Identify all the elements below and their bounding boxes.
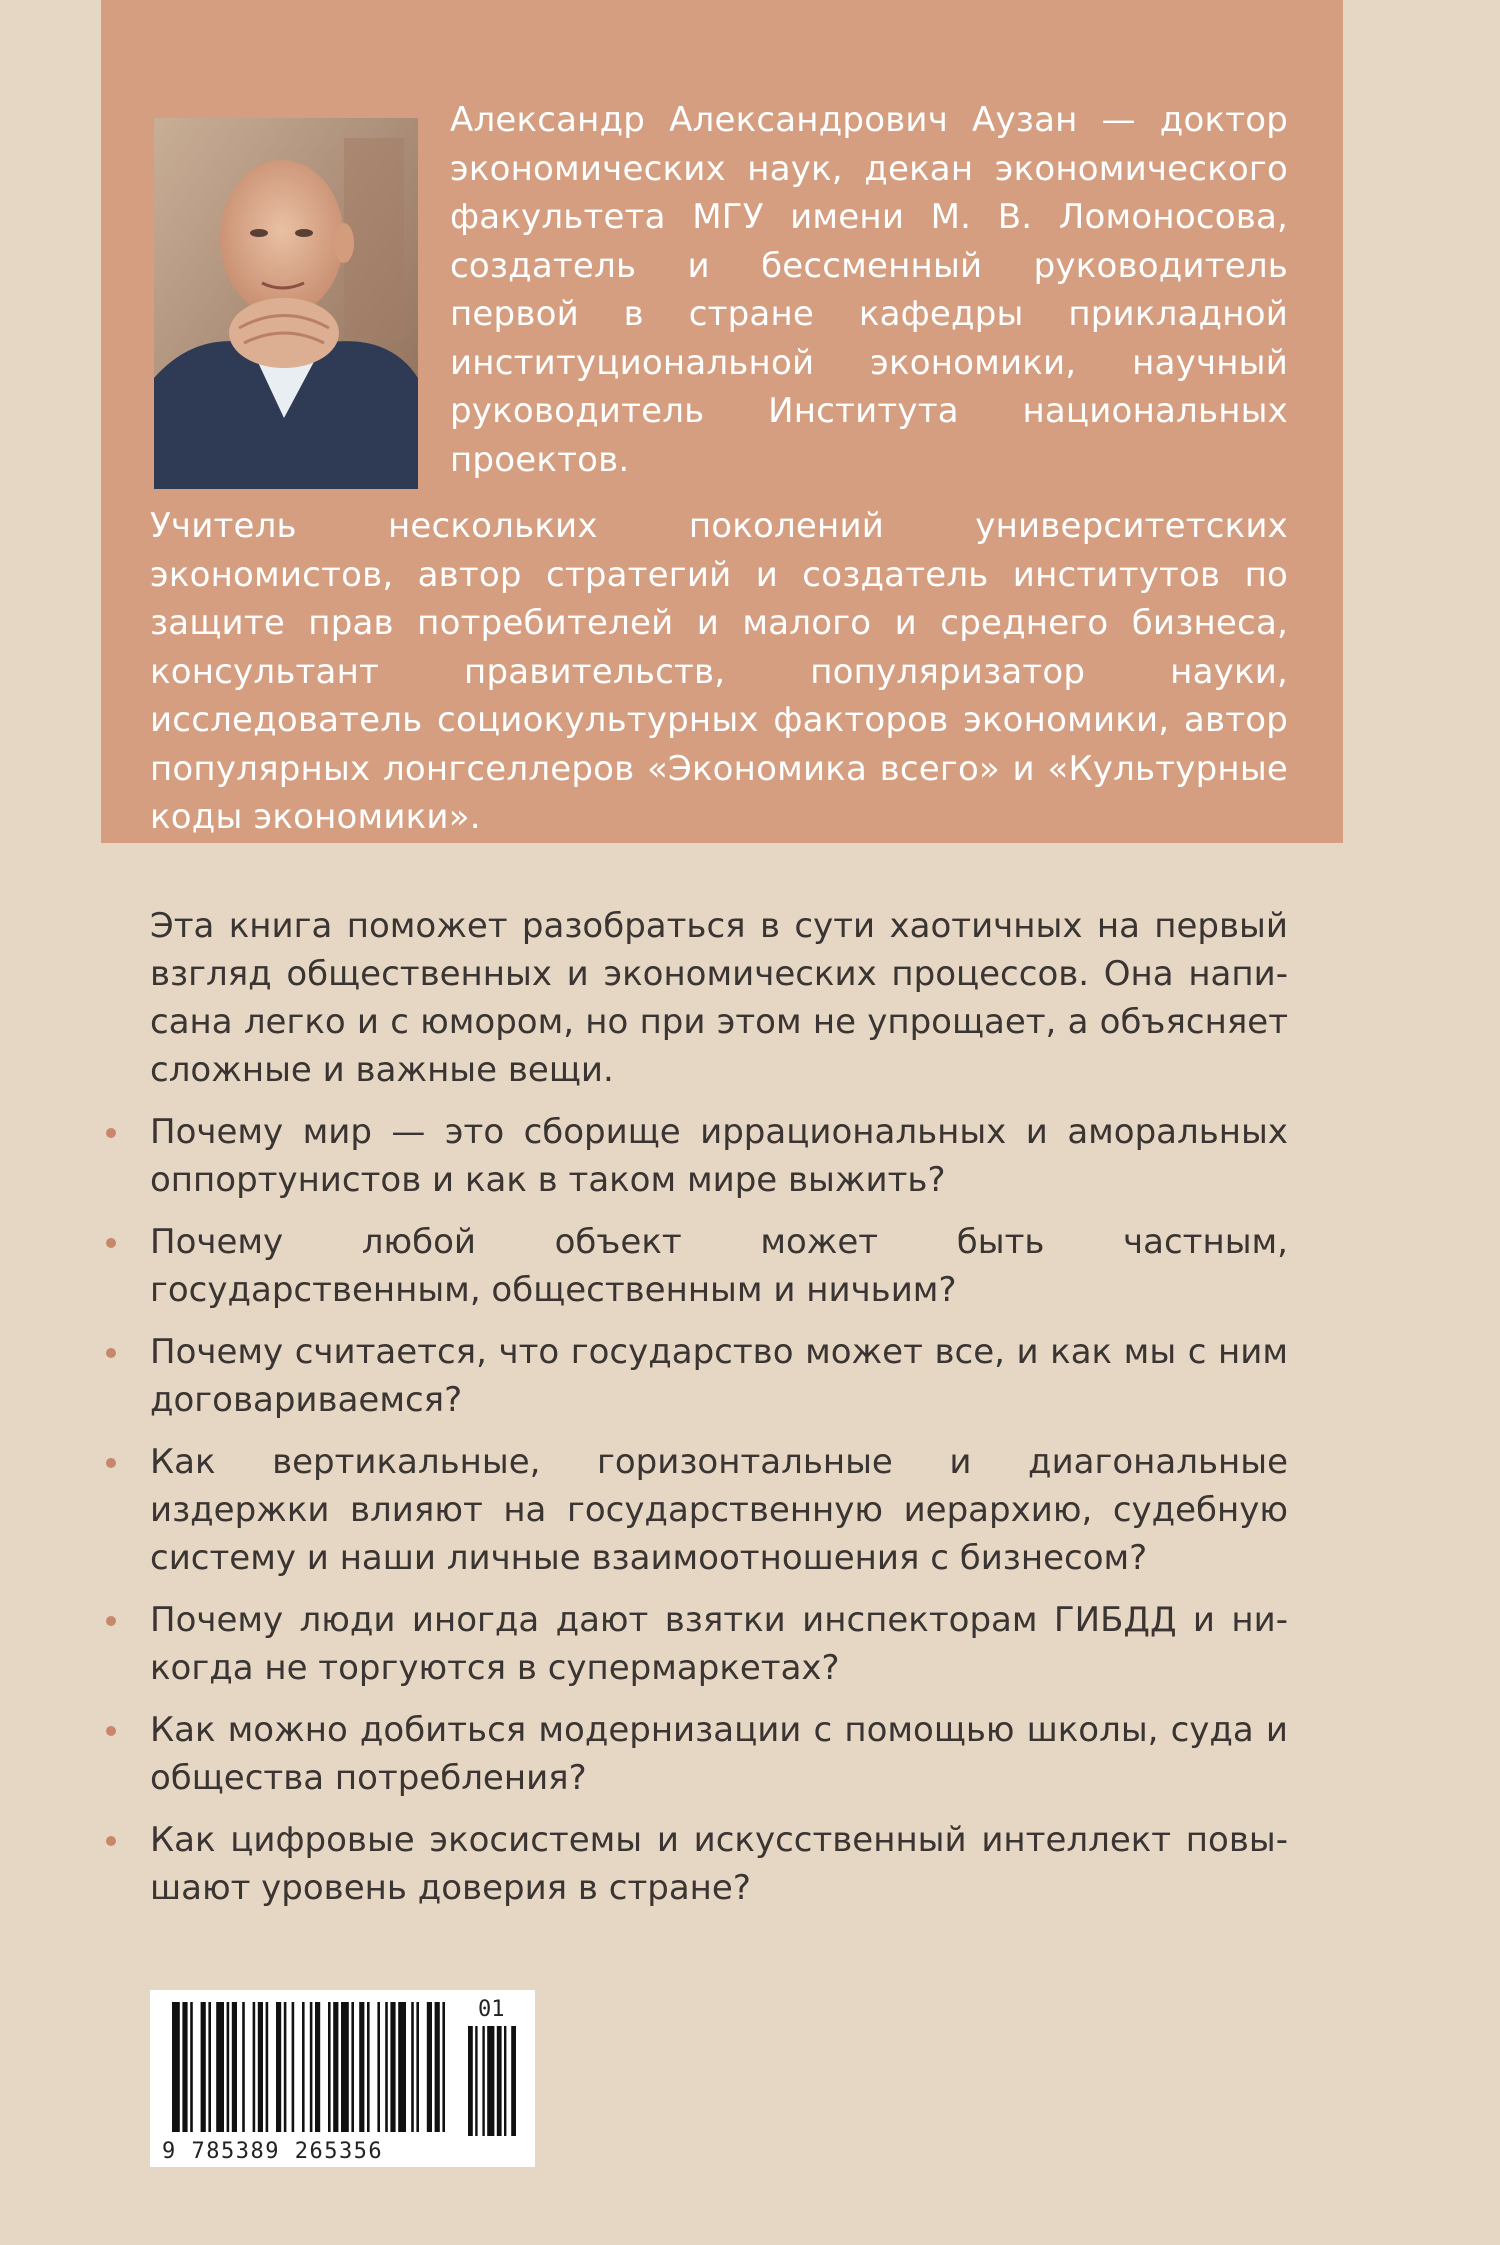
barcode-bar [216,2002,224,2132]
list-item [150,1108,1288,1204]
barcode-bar [427,2002,432,2132]
barcode-bar [435,2002,440,2132]
barcode-bar [201,2002,206,2132]
barcode-addon: 01 [478,1997,505,2022]
list-item [150,1438,1288,1582]
bullet-icon [106,1458,116,1468]
barcode-bar [411,2002,414,2132]
barcode-bar [398,2002,406,2132]
barcode-bars [172,2002,516,2136]
barcode-bar [258,2002,263,2132]
question-text: Почему мир — это сборище иррациональных и аморальных оппортунистов и как в таком мире выжить? [150,1112,1288,1200]
barcode-bar [341,2002,349,2132]
bullet-icon [106,1616,116,1626]
author-bio [150,96,1288,842]
question-text: Как вертикальные, горизонтальные и диагональные издержки влияют на государственную иерархию, судебную систему и наши личные взаимоотношения с бизнесом? [150,1442,1288,1578]
barcode-bar [266,2002,269,2132]
photo-spacer [150,96,450,496]
barcode-bar [351,2002,354,2132]
barcode-bar [172,2002,180,2132]
list-item [150,1218,1288,1314]
barcode-addon-bar [482,2026,484,2136]
barcode-bar [442,2002,445,2132]
barcode-bar [284,2002,287,2132]
barcode-bar [377,2002,380,2132]
description-intro: Эта книга поможет разобраться в сути хаотичных на первый взгляд общественных и экономических процессов. Она написана легко и с юмором, но при этом не упрощает, а объясняет сложные и важные вещи. [150,906,1288,1090]
barcode-bar [182,2002,187,2132]
barcode-addon-bar [504,2026,506,2136]
barcode-bar [276,2002,281,2132]
barcode-bar [253,2002,256,2132]
barcode-bar [227,2002,230,2132]
question-text: Почему люди иногда дают взятки инспекторам ГИБДД и никогда не торгуются в супермаркетах? [150,1600,1288,1688]
barcode-bar [208,2002,211,2132]
bullet-icon [106,1348,116,1358]
barcode-bar [292,2002,295,2132]
barcode-addon-bar [475,2026,477,2136]
question-text: Почему считается, что государство может все, и как мы с ним договариваемся? [150,1332,1288,1420]
list-item [150,1816,1288,1912]
barcode-bar [310,2002,313,2132]
barcode-bar [232,2002,237,2132]
barcode-bar [328,2002,331,2132]
list-item [150,1328,1288,1424]
barcode-bar [242,2002,245,2132]
barcode-addon-bar [497,2026,502,2136]
barcode-bar [302,2002,305,2132]
book-description [150,902,1288,1926]
bullet-icon [106,1836,116,1846]
barcode-addon-bar [468,2026,473,2136]
barcode-addon-bar [511,2026,516,2136]
question-text: Как цифровые экосистемы и искусственный интеллект повышают уровень доверия в стране? [150,1820,1288,1908]
barcode-bar [416,2002,419,2132]
author-bio-paragraph-1 [150,96,1288,484]
isbn-barcode [150,1990,535,2167]
questions-list [150,1108,1288,1912]
barcode-addon-bar [487,2026,494,2136]
barcode-bar [190,2002,193,2132]
barcode-bar [367,2002,370,2132]
question-text: Как можно добиться модернизации с помощью школы, суда и общества потребления? [150,1710,1288,1798]
list-item [150,1706,1288,1802]
barcode-bar [359,2002,364,2132]
bullet-icon [106,1238,116,1248]
author-bio-text-1: Александр Александрович Аузан — доктор экономических наук, декан экономического факультета МГУ имени М. В. Ломоносова, создатель и бессменный руководитель первой в стране кафедры прикладной институциональной экономики, научный руководитель Института национальных проектов. [450,100,1288,480]
isbn-digits: 9 785389 265356 [162,2139,384,2164]
barcode-graphic [150,1990,535,2167]
author-bio-paragraph-2: Учитель нескольких поколений университетских экономистов, автор стратегий и создатель институтов по защите прав потребителей и малого и среднего бизнеса, консультант правительств, популяризатор науки, исследователь социокультурных факторов экономики, автор популярных лонгселлеров «Экономика всего» и «Культурные коды экономики». [150,506,1288,837]
barcode-bar [333,2002,338,2132]
bullet-icon [106,1128,116,1138]
bullet-icon [106,1726,116,1736]
barcode-bar [390,2002,395,2132]
barcode-bar [385,2002,388,2132]
list-item [150,1596,1288,1692]
question-text: Почему любой объект может быть частным, государственным, общественным и ничьим? [150,1222,1288,1310]
barcode-bar [315,2002,320,2132]
